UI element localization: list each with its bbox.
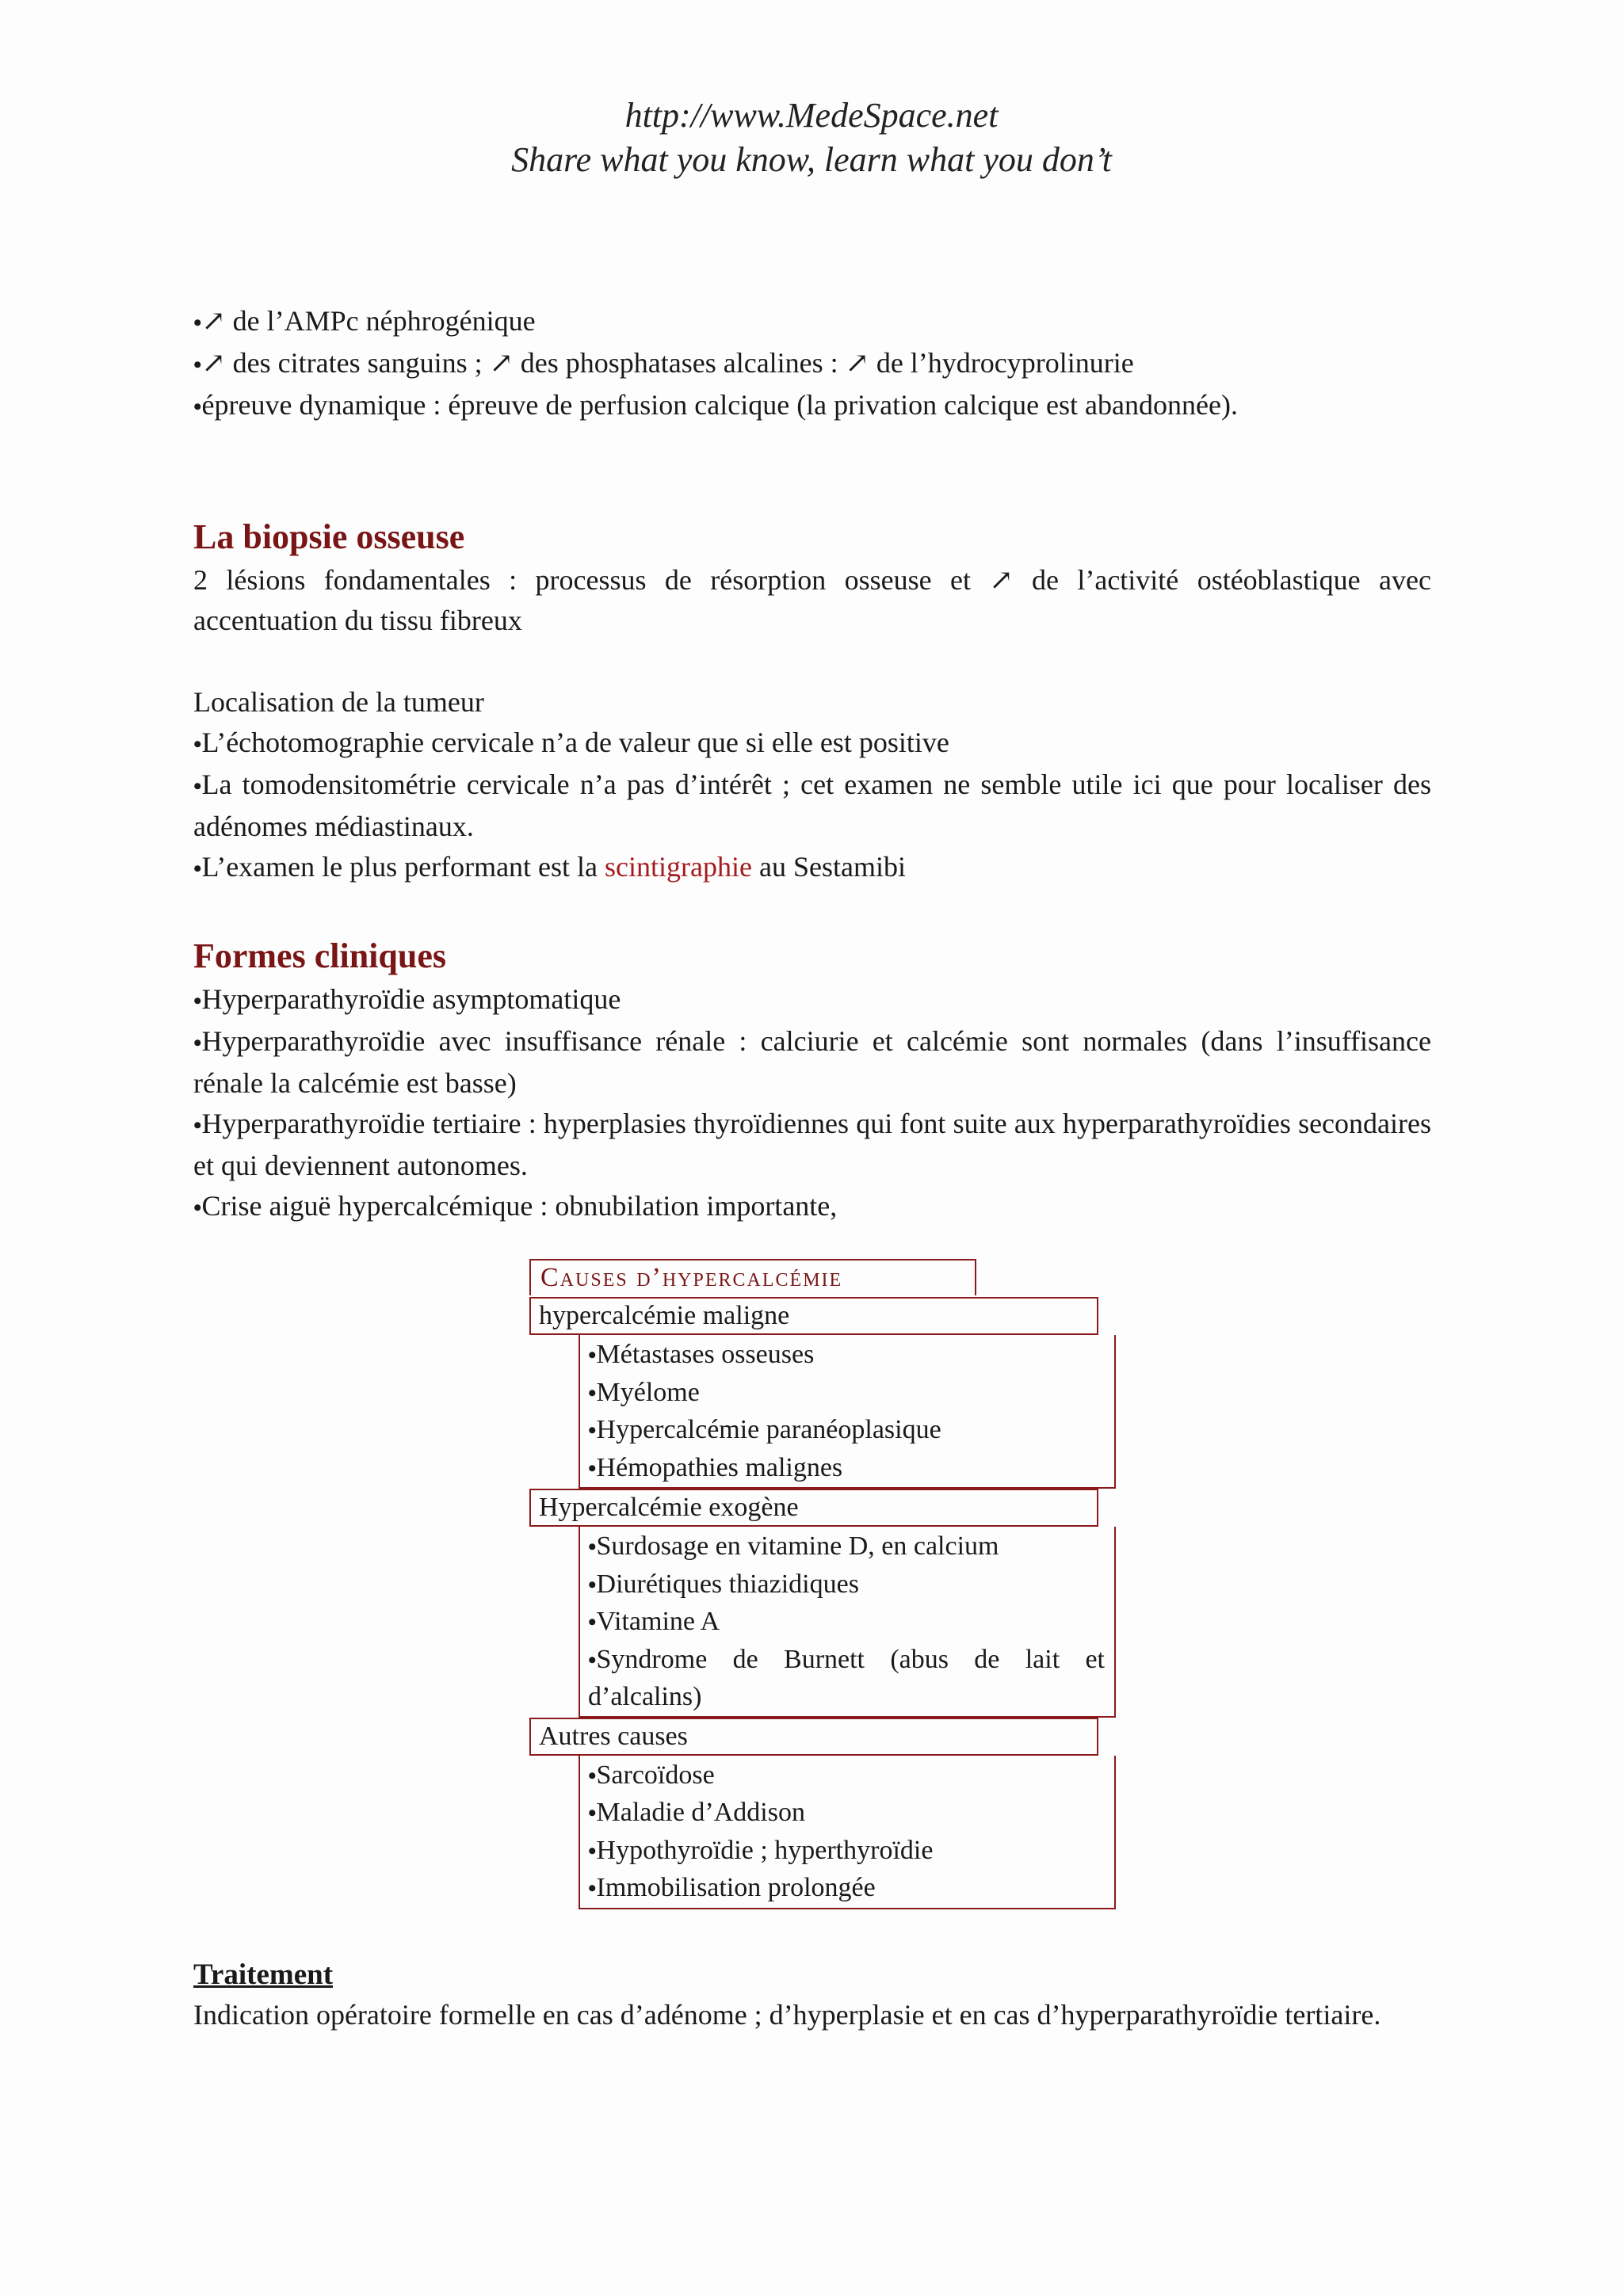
- causes-item: •Hypothyroïdie ; hyperthyroïdie: [588, 1835, 934, 1865]
- localisation-bullet: •L’échotomographie cervicale n’a de valeur que si elle est positive: [193, 727, 949, 758]
- section-formes: [193, 933, 1431, 1228]
- localisation-bullet: •La tomodensitométrie cervicale n’a pas d’intérêt ; cet examen ne semble utile ici que pour localiser des adénomes médiastinaux.: [193, 769, 1431, 842]
- causes-group-head: hypercalcémie maligne: [529, 1297, 1098, 1335]
- causes-item: •Sarcoïdose: [588, 1760, 715, 1790]
- header-url[interactable]: http://www.MedeSpace.net: [624, 96, 999, 135]
- section-title-biopsie: La biopsie osseuse: [193, 517, 465, 556]
- formes-bullet: •Hyperparathyroïdie avec insuffisance rénale : calciurie et calcémie sont normales (dans l’insuffisance rénale la calcémie est basse): [193, 1025, 1431, 1099]
- document-body: [193, 301, 1431, 2035]
- formes-bullet: •Hyperparathyroïdie asymptomatique: [193, 983, 621, 1015]
- intro-bullets: [193, 301, 1431, 427]
- causes-title: Causes d’hypercalcémie: [529, 1259, 976, 1295]
- intro-bullet: •↗ des citrates sanguins ; ↗ des phosphatases alcalines : ↗ de l’hydrocyprolinurie: [193, 347, 1134, 379]
- causes-item: •Immobilisation prolongée: [588, 1873, 876, 1902]
- section-biopsie: [193, 514, 1431, 889]
- scintigraphie-link[interactable]: scintigraphie: [605, 851, 752, 883]
- causes-item: •Hypercalcémie paranéoplasique: [588, 1415, 941, 1444]
- traitement-title: Traitement: [193, 1958, 334, 1991]
- causes-item: •Hémopathies malignes: [588, 1452, 843, 1482]
- causes-item: •Myélome: [588, 1377, 700, 1407]
- formes-bullet: •Hyperparathyroïdie tertiaire : hyperplasies thyroïdiennes qui font suite aux hyperparathyroïdies secondaires et qui deviennent autonomes.: [193, 1108, 1431, 1181]
- causes-table: [529, 1257, 1105, 1909]
- intro-bullet: •↗ de l’AMPc néphrogénique: [193, 305, 536, 337]
- intro-bullet: •épreuve dynamique : épreuve de perfusion calcique (la privation calcique est abandonnée).: [193, 389, 1238, 421]
- causes-item: •Maladie d’Addison: [588, 1798, 805, 1827]
- causes-item: •Syndrome de Burnett (abus de lait et d’alcalins): [588, 1644, 1105, 1711]
- page-header: [0, 93, 1623, 182]
- causes-item: •Surdosage en vitamine D, en calcium: [588, 1531, 999, 1561]
- header-tagline: Share what you know, learn what you don’t: [511, 140, 1112, 179]
- causes-group-head: Hypercalcémie exogène: [529, 1489, 1098, 1527]
- causes-item: •Vitamine A: [588, 1607, 720, 1636]
- traitement-text: Indication opératoire formelle en cas d’adénome ; d’hyperplasie et en cas d’hyperparathyroïdie tertiaire.: [193, 1998, 1381, 2031]
- causes-group-items: [579, 1527, 1116, 1718]
- localisation-bullet: •L’examen le plus performant est la scintigraphie au Sestamibi: [193, 851, 906, 883]
- causes-item: •Diurétiques thiazidiques: [588, 1569, 859, 1599]
- localisation-title: Localisation de la tumeur: [193, 686, 484, 718]
- causes-item: •Métastases osseuses: [588, 1340, 815, 1369]
- causes-group-head: Autres causes: [529, 1718, 1098, 1756]
- section-title-formes: Formes cliniques: [193, 936, 446, 975]
- formes-bullet: •Crise aiguë hypercalcémique : obnubilation importante,: [193, 1190, 838, 1222]
- causes-group-items: [579, 1335, 1116, 1489]
- causes-group-items: [579, 1756, 1116, 1909]
- biopsie-text: 2 lésions fondamentales : processus de résorption osseuse et ↗ de l’activité ostéoblastique avec accentuation du tissu fibreux: [193, 564, 1431, 636]
